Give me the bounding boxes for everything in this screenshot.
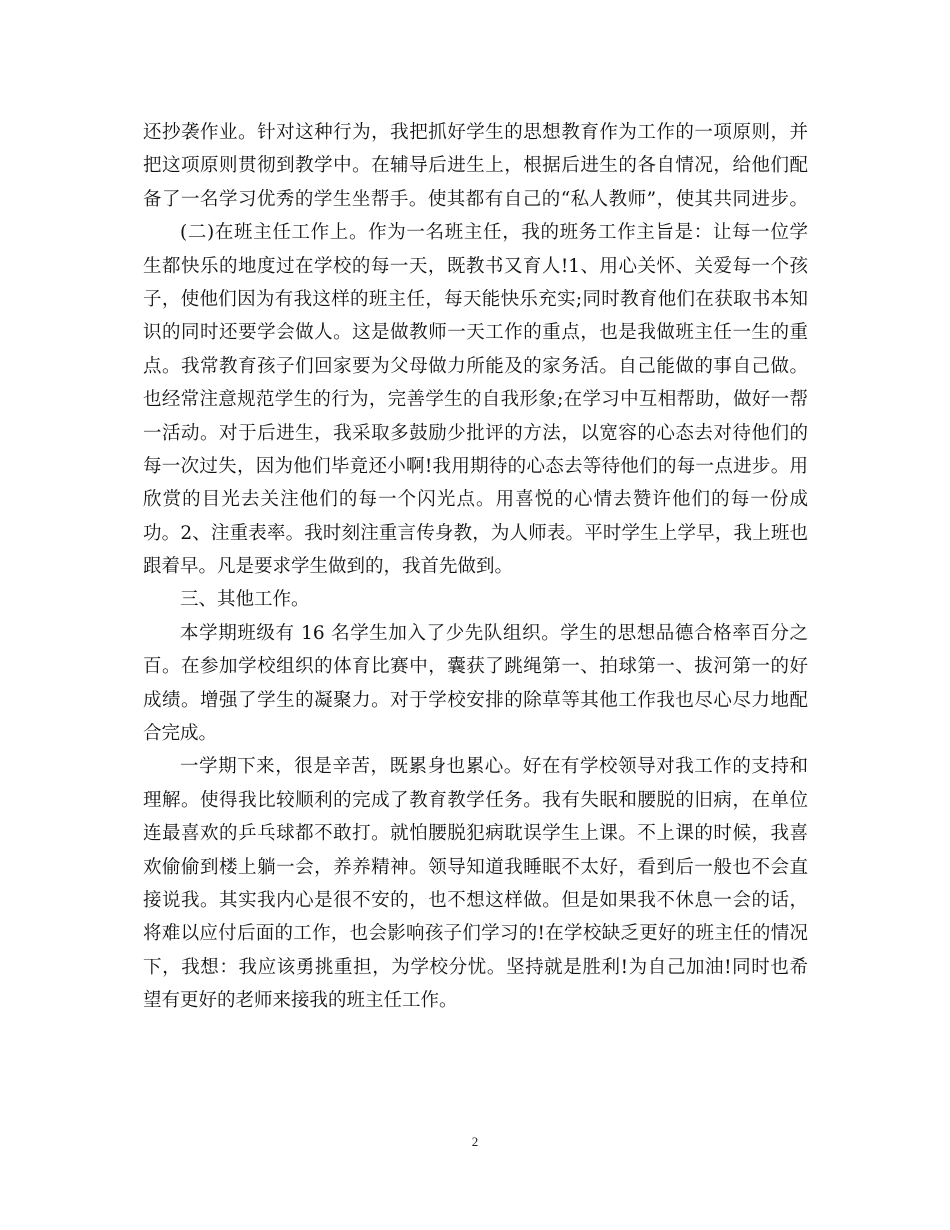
text-line: 欣赏的目光去关注他们的每一个闪光点。用喜悦的心情去赞许他们的每一份成 (143, 489, 808, 511)
text-line: 还抄袭作业。针对这种行为，我把抓好学生的思想教育作为工作的一项原则，并 (143, 122, 808, 143)
text-line: 成绩。增强了学生的凝聚力。对于学校安排的除草等其他工作我也尽心尽力地配 (143, 689, 808, 711)
text-line: 望有更好的老师来接我的班主任工作。 (143, 990, 458, 1012)
document-body (143, 116, 808, 1018)
text-line: 也经常注意规范学生的行为，完善学生的自我形象;在学习中互相帮助，做好一帮 (143, 389, 808, 411)
text-line: 一活动。对于后进生，我采取多鼓励少批评的方法，以宽容的心态去对待他们的 (143, 422, 808, 444)
text-line: 点。我常教育孩子们回家要为父母做力所能及的家务活。自己能做的事自己做。 (143, 355, 808, 377)
text-line: 每一次过失，因为他们毕竟还小啊!我用期待的心态去等待他们的每一点进步。用 (143, 455, 808, 477)
text-line: 备了一名学习优秀的学生坐帮手。使其都有自己的“私人教师”，使其共同进步。 (143, 188, 808, 210)
text-line: 把这项原则贯彻到教学中。在辅导后进生上，根据后进生的各自情况，给他们配 (143, 155, 808, 177)
text-line: 一学期下来，很是辛苦，既累身也累心。好在有学校领导对我工作的支持和 (180, 756, 808, 778)
section-heading: 三、其他工作。 (180, 589, 310, 611)
text-line: 接说我。其实我内心是很不安的，也不想这样做。但是如果我不休息一会的话， (143, 889, 808, 911)
text-line: 合完成。 (143, 723, 218, 745)
text-line: 将难以应付后面的工作，也会影响孩子们学习的!在学校缺乏更好的班主任的情况 (143, 923, 808, 945)
text-line: 百。在参加学校组织的体育比赛中，囊获了跳绳第一、拍球第一、拔河第一的好 (143, 656, 808, 678)
text-line: 连最喜欢的乒乓球都不敢打。就怕腰脱犯病耽误学生上课。不上课的时候，我喜 (143, 823, 808, 845)
text-line: 识的同时还要学会做人。这是做教师一天工作的重点，也是我做班主任一生的重 (143, 322, 808, 344)
text-line: 功。2、注重表率。我时刻注重言传身教，为人师表。平时学生上学早，我上班也 (143, 522, 808, 544)
text-line: 欢偷偷到楼上躺一会，养养精神。领导知道我睡眠不太好，看到后一般也不会直 (143, 856, 808, 878)
text-line: (二)在班主任工作上。作为一名班主任，我的班务工作主旨是：让每一位学 (180, 222, 808, 244)
text-line: 下，我想：我应该勇挑重担，为学校分忧。坚持就是胜利!为自己加油!同时也希 (143, 956, 808, 978)
text-line: 跟着早。凡是要求学生做到的，我首先做到。 (143, 556, 514, 578)
text-line: 理解。使得我比较顺利的完成了教育教学任务。我有失眠和腰脱的旧病，在单位 (143, 789, 808, 811)
text-line: 本学期班级有 16 名学生加入了少先队组织。学生的思想品德合格率百分之 (180, 622, 808, 644)
text-line: 子，使他们因为有我这样的班主任，每天能快乐充实;同时教育他们在获取书本知 (143, 288, 808, 310)
page-number: 2 (471, 1134, 479, 1149)
text-line: 生都快乐的地度过在学校的每一天，既教书又育人!1、用心关怀、关爱每一个孩 (143, 255, 808, 277)
